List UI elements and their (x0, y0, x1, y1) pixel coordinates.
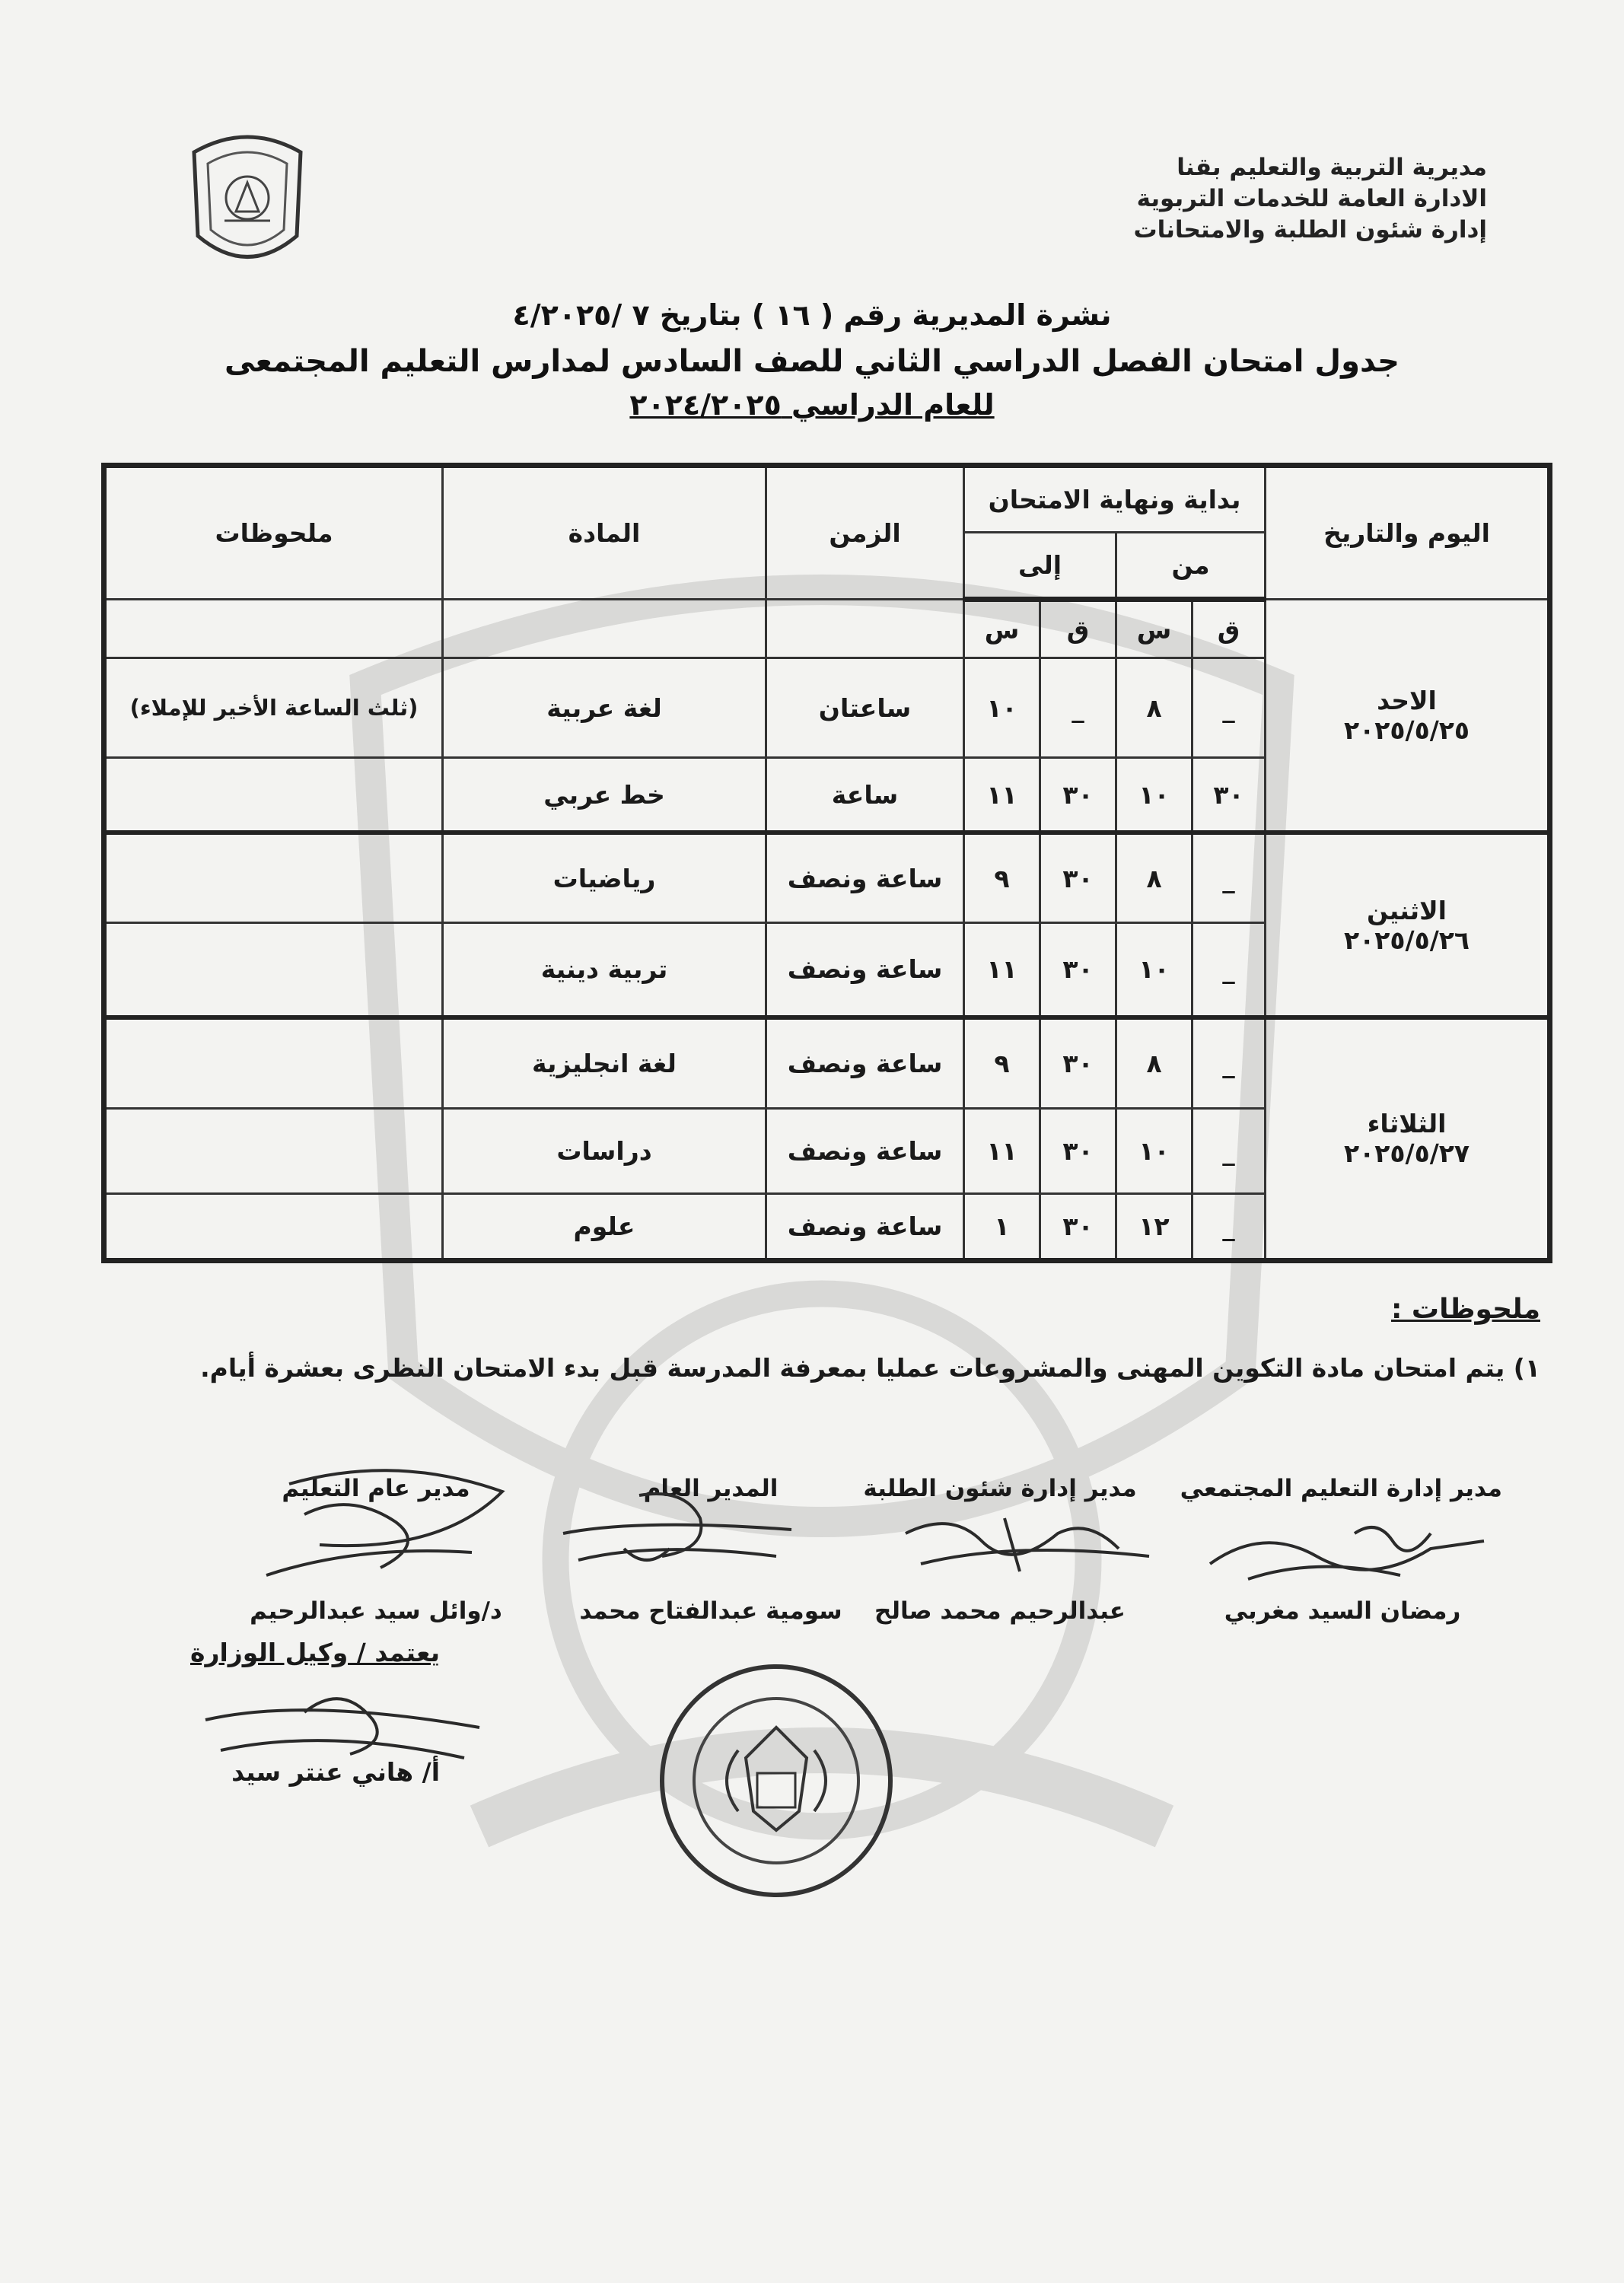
header-duration: الزمن (766, 466, 964, 600)
academic-year: للعام الدراسي ٢٠٢٤/٢٠٢٥ (629, 388, 995, 422)
subheader-q: ق (1193, 599, 1266, 658)
duration: ساعة ونصف (766, 833, 964, 922)
subject: خط عربي (443, 758, 766, 833)
note (104, 922, 443, 1017)
subheader-s: س (1116, 599, 1193, 658)
duration: ساعة (766, 758, 964, 833)
title-block (0, 298, 1624, 422)
from-minutes: _ (1193, 1193, 1266, 1260)
from-hour: ١٢ (1116, 1193, 1193, 1260)
header-day-date: اليوم والتاريخ (1266, 466, 1550, 600)
bulletin-title: نشرة المديرية رقم ( ١٦ ) بتاريخ ٧ /٤/٢٠٢٥ (512, 298, 1112, 332)
header-start-end: بداية ونهاية الامتحان (964, 466, 1266, 533)
note (104, 833, 443, 922)
signature-role: المدير العام (643, 1475, 779, 1502)
header-subject: المادة (443, 466, 766, 600)
from-hour: ٨ (1116, 658, 1193, 758)
to-minutes: _ (1040, 658, 1116, 758)
to-minutes: ٣٠ (1040, 922, 1116, 1017)
header-line-1: مديرية التربية والتعليم بقنا (1177, 154, 1487, 181)
schedule-title: جدول امتحان الفصل الدراسي الثاني للصف السادس لمدارس التعليم المجتمعى (224, 344, 1400, 379)
header-from: من (1116, 532, 1266, 599)
signature-role: مدير عام التعليم (282, 1475, 470, 1502)
from-minutes: _ (1193, 1017, 1266, 1109)
signature-block-community-education (1180, 1475, 1502, 1625)
to-minutes: ٣٠ (1040, 758, 1116, 833)
signature-name: د/وائل سيد عبدالرحيم (250, 1597, 502, 1625)
duration: ساعة ونصف (766, 1109, 964, 1194)
notes-heading: ملحوظات : (1390, 1294, 1540, 1325)
official-seal (654, 1659, 898, 1902)
header-to: إلى (964, 532, 1116, 599)
subject: علوم (443, 1193, 766, 1260)
note-item: ١) يتم امتحان مادة التكوين المهنى والمشروعات عمليا بمعرفة المدرسة قبل بدء الامتحان النظرى بعشرة أيام. (200, 1353, 1540, 1383)
subject: لغة عربية (443, 658, 766, 758)
duration: ساعة ونصف (766, 922, 964, 1017)
day-date: ٢٠٢٥/٥/٢٦ (1343, 925, 1470, 955)
note (104, 758, 443, 833)
to-hour: ٩ (964, 1017, 1040, 1109)
signature-name: رمضان السيد مغربي (1224, 1597, 1461, 1625)
subject: دراسات (443, 1109, 766, 1194)
signature-role: مدير إدارة التعليم المجتمعي (1180, 1475, 1502, 1502)
to-hour: ١١ (964, 1109, 1040, 1194)
from-minutes: _ (1193, 922, 1266, 1017)
from-hour: ١٠ (1116, 758, 1193, 833)
from-hour: ٨ (1116, 833, 1193, 922)
from-minutes: _ (1193, 658, 1266, 758)
to-hour: ١١ (964, 758, 1040, 833)
note: (ثلث الساعة الأخير للإملاء) (104, 658, 443, 758)
to-minutes: ٣٠ (1040, 1017, 1116, 1109)
directorate-logo (179, 122, 316, 285)
day-date: ٢٠٢٥/٥/٢٥ (1343, 715, 1470, 746)
day-cell-tuesday (1266, 1017, 1550, 1261)
to-minutes: ٣٠ (1040, 833, 1116, 922)
duration: ساعتان (766, 658, 964, 758)
day-cell-sunday (1266, 599, 1550, 833)
signature-block-general-director (574, 1475, 848, 1625)
from-minutes: ٣٠ (1193, 758, 1266, 833)
day-date: ٢٠٢٥/٥/٢٧ (1343, 1138, 1470, 1169)
subject: تربية دينية (443, 922, 766, 1017)
signature-block-student-affairs (848, 1475, 1152, 1625)
signature-block-education-director (231, 1475, 521, 1625)
directorate-header (1133, 152, 1487, 246)
signature-role: مدير إدارة شئون الطلبة (863, 1475, 1137, 1502)
to-hour: ١ (964, 1193, 1040, 1260)
table-row (104, 833, 1550, 922)
header-line-2: الادارة العامة للخدمات التربوية (1136, 184, 1487, 212)
approval-block (190, 1638, 440, 1787)
header-line-3: إدارة شئون الطلبة والامتحانات (1133, 215, 1487, 244)
note (104, 1017, 443, 1109)
from-hour: ٨ (1116, 1017, 1193, 1109)
duration: ساعة ونصف (766, 1017, 964, 1109)
subject: رياضيات (443, 833, 766, 922)
subheader-q: ق (1040, 599, 1116, 658)
table-row (104, 1017, 1550, 1109)
subject: لغة انجليزية (443, 1017, 766, 1109)
to-hour: ١٠ (964, 658, 1040, 758)
approval-title: يعتمد / وكيل الوزارة (190, 1638, 441, 1667)
day-name: الثلاثاء (1367, 1109, 1447, 1139)
day-name: الاثنين (1367, 895, 1447, 925)
subheader-s: س (964, 599, 1040, 658)
approval-name: أ/ هاني عنتر سيد (231, 1757, 441, 1787)
signature-name: سومية عبدالفتاح محمد (579, 1597, 842, 1625)
to-minutes: ٣٠ (1040, 1193, 1116, 1260)
note (104, 1109, 443, 1194)
header-notes: ملحوظات (104, 466, 443, 600)
day-cell-monday (1266, 833, 1550, 1017)
note (104, 1193, 443, 1260)
duration: ساعة ونصف (766, 1193, 964, 1260)
from-hour: ١٠ (1116, 922, 1193, 1017)
from-hour: ١٠ (1116, 1109, 1193, 1194)
day-name: الاحد (1377, 686, 1437, 716)
signature-name: عبدالرحيم محمد صالح (874, 1597, 1126, 1625)
to-hour: ٩ (964, 833, 1040, 922)
from-minutes: _ (1193, 833, 1266, 922)
from-minutes: _ (1193, 1109, 1266, 1194)
to-minutes: ٣٠ (1040, 1109, 1116, 1194)
exam-schedule-table (101, 463, 1552, 1263)
to-hour: ١١ (964, 922, 1040, 1017)
